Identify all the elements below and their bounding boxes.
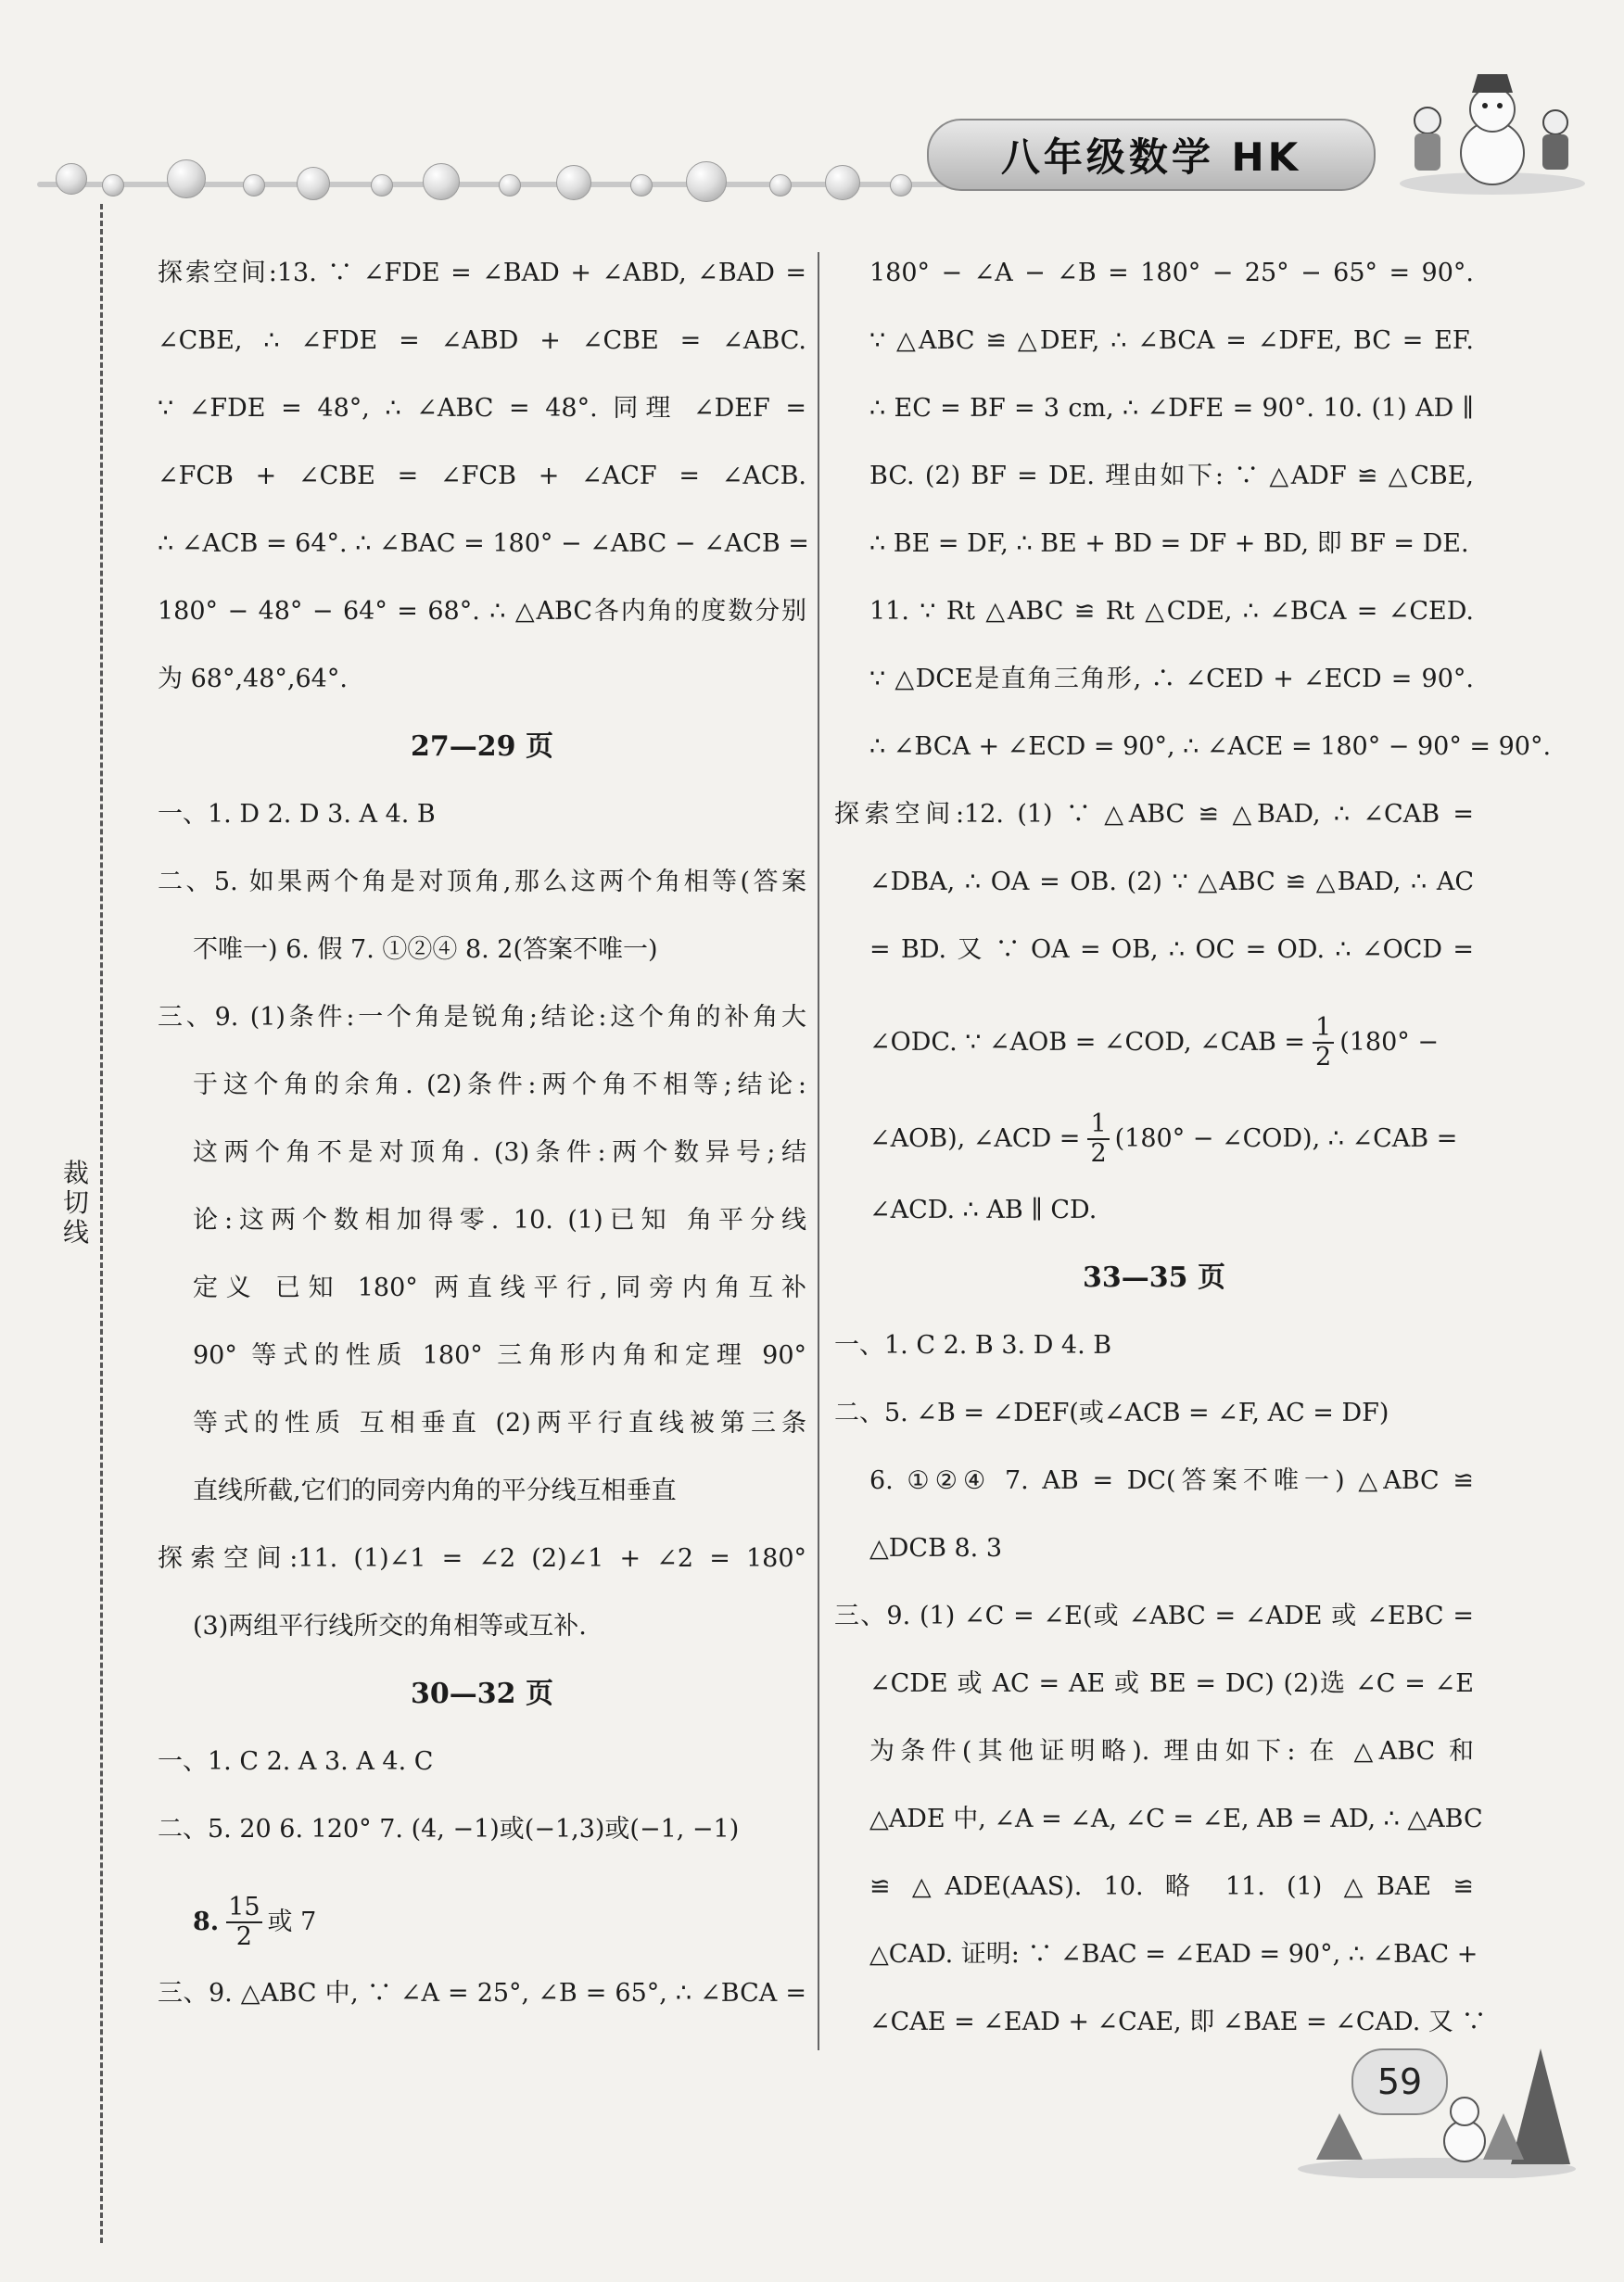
fraction (1087, 1110, 1109, 1168)
text-line: △ADE 中, ∠A = ∠A, ∠C = ∠E, AB = AD, ∴ △ABC (869, 1805, 1483, 1833)
text-line: 为条件(其他证明略). 理由如下: 在 △ABC 和 (869, 1737, 1474, 1766)
text-line: ∠FCB + ∠CBE = ∠FCB + ∠ACF = ∠ACB. (158, 462, 806, 490)
text-line: 6. ①②④ 7. AB = DC(答案不唯一) △ABC ≌ (869, 1466, 1474, 1495)
text-line: 为 68°,48°,64°. (158, 665, 348, 693)
text-line: 不唯一) 6. 假 7. ①②④ 8. 2(答案不唯一) (193, 935, 658, 964)
left-column (158, 250, 809, 2038)
text-line: 探索空间:12. (1) ∵ △ABC ≌ △BAD, ∴ ∠CAB = (834, 800, 1474, 829)
text-line: ∠CDE 或 AC = AE 或 BE = DC) (2)选 ∠C = ∠E (869, 1669, 1474, 1698)
text-line: 于这个角的余角. (2)条件:两个角不相等;结论: (193, 1071, 806, 1099)
section-heading: 30—32 页 (411, 1678, 553, 1710)
text-line: 二、5. ∠B = ∠DEF(或∠ACB = ∠F, AC = DF) (834, 1399, 1389, 1427)
text-line: 二、5. 如果两个角是对顶角,那么这两个角相等(答案 (158, 868, 806, 896)
fraction-line-post: (180° − ∠COD), ∴ ∠CAB = (1114, 1124, 1458, 1153)
fraction-numerator: 1 (1313, 1014, 1334, 1044)
text-line: 探索空间:11. (1)∠1 = ∠2 (2)∠1 + ∠2 = 180° (158, 1544, 806, 1573)
fraction-line (834, 995, 1474, 1091)
text-line: ∴ EC = BF = 3 cm, ∴ ∠DFE = 90°. 10. (1) AD ∥ (869, 394, 1474, 423)
text-line: 三、9. (1) ∠C = ∠E(或 ∠ABC = ∠ADE 或 ∠EBC = (834, 1602, 1474, 1630)
column-divider (818, 252, 819, 2050)
header-bead (499, 174, 521, 197)
fraction (1313, 1014, 1334, 1071)
text-line: 一、1. C 2. B 3. D 4. B (834, 1331, 1112, 1360)
fraction-tail: 或 7 (267, 1908, 317, 1936)
text-line: ∴ ∠BCA + ∠ECD = 90°, ∴ ∠ACE = 180° − 90° = 90°. (869, 732, 1552, 761)
text-line: ∠DBA, ∴ OA = OB. (2) ∵ △ABC ≌ △BAD, ∴ AC (869, 868, 1474, 896)
fraction-line-pre: ∠AOB), ∠ACD = (869, 1124, 1081, 1153)
section-heading: 33—35 页 (1083, 1261, 1225, 1294)
text-line: (3)两组平行线所交的角相等或互补. (193, 1612, 587, 1641)
fraction (226, 1894, 261, 1951)
text-line: ∠CAE = ∠EAD + ∠CAE, 即 ∠BAE = ∠CAD. 又 ∵ (869, 2008, 1487, 2036)
text-line: 这两个角不是对顶角. (3)条件:两个数异号;结 (193, 1138, 806, 1167)
header-bead (630, 174, 653, 197)
text-line: ∵ △DCE是直角三角形, ∴ ∠CED + ∠ECD = 90°. (869, 665, 1474, 693)
header-bead (556, 165, 591, 200)
cut-line (100, 204, 103, 2243)
section-heading: 27—29 页 (411, 730, 553, 763)
text-line: 探索空间:13. ∵ ∠FDE = ∠BAD + ∠ABD, ∠BAD = (158, 259, 806, 287)
header-title: 八年级数学 HK (1000, 134, 1302, 180)
fraction-line (158, 1874, 806, 1971)
text-line: 论:这两个数相加得零. 10. (1)已知 角平分线 (193, 1206, 806, 1235)
fraction-numerator: 15 (228, 1893, 260, 1921)
fraction-numerator: 1 (1087, 1110, 1109, 1140)
header-bead (297, 167, 330, 200)
text-line: ∵ △ABC ≌ △DEF, ∴ ∠BCA = ∠DFE, BC = EF. (869, 326, 1474, 355)
header-title-banner (927, 119, 1376, 191)
text-line: 定义 已知 180° 两直线平行,同旁内角互补 (193, 1274, 806, 1302)
header-bead (686, 161, 727, 202)
header-bead (102, 174, 124, 197)
text-line: △DCB 8. 3 (869, 1534, 1003, 1563)
text-line: △CAD. 证明: ∵ ∠BAC = ∠EAD = 90°, ∴ ∠BAC + (869, 1940, 1478, 1969)
page-number-badge (1351, 2048, 1448, 2115)
header-bead (769, 174, 792, 197)
item-label: 8. (193, 1908, 220, 1936)
text-line: 直线所截,它们的同旁内角的平分线互相垂直 (193, 1477, 677, 1505)
fraction-line (834, 1091, 1474, 1187)
text-line: 11. ∵ Rt △ABC ≌ Rt △CDE, ∴ ∠BCA = ∠CED. (869, 597, 1474, 626)
header-bead (423, 163, 460, 200)
header-bead (243, 174, 265, 197)
text-line: ∴ ∠ACB = 64°. ∴ ∠BAC = 180° − ∠ABC − ∠ACB = (158, 529, 809, 558)
fraction-denominator: 2 (1315, 1043, 1332, 1071)
header-bead (167, 159, 206, 198)
header-bead (56, 163, 87, 195)
fraction-denominator: 2 (1090, 1139, 1107, 1168)
text-line: 三、9. △ABC 中, ∵ ∠A = 25°, ∠B = 65°, ∴ ∠BCA = (158, 1979, 806, 2008)
header-bead (825, 165, 860, 200)
text-line: 三、9. (1)条件:一个角是锐角;结论:这个角的补角大 (158, 1003, 806, 1032)
text-line: = BD. 又 ∵ OA = OB, ∴ OC = OD. ∴ ∠OCD = (869, 935, 1474, 964)
text-line: ≌ △ADE(AAS). 10. 略 11. (1) △BAE ≌ (869, 1872, 1474, 1901)
text-line: 等式的性质 互相垂直 (2)两平行直线被第三条 (193, 1409, 806, 1438)
right-column (834, 250, 1552, 2067)
fraction-line-post: (180° − (1339, 1028, 1439, 1057)
header-bead (890, 174, 912, 197)
text-line: 一、1. C 2. A 3. A 4. C (158, 1747, 434, 1776)
fraction-line-pre: ∠ODC. ∵ ∠AOB = ∠COD, ∠CAB = (869, 1028, 1306, 1057)
text-line: BC. (2) BF = DE. 理由如下: ∵ △ADF ≌ △CBE, (869, 462, 1474, 490)
text-line: ∠ACD. ∴ AB ∥ CD. (869, 1196, 1097, 1224)
text-line: 180° − ∠A − ∠B = 180° − 25° − 65° = 90°. (869, 259, 1474, 287)
text-line: 90° 等式的性质 180° 三角形内角和定理 90° (193, 1341, 806, 1370)
text-line: ∵ ∠FDE = 48°, ∴ ∠ABC = 48°. 同理 ∠DEF = (158, 394, 806, 423)
fraction-denominator: 2 (235, 1922, 252, 1951)
snowman-kids-illustration (1390, 56, 1585, 195)
cut-line-label: 裁切线 (62, 1158, 89, 1248)
text-line: 180° − 48° − 64° = 68°. ∴ △ABC各内角的度数分别 (158, 597, 806, 626)
header-bead (371, 174, 393, 197)
text-line: ∴ BE = DF, ∴ BE + BD = DF + BD, 即 BF = DE. (869, 529, 1469, 558)
text-line: ∠CBE, ∴ ∠FDE = ∠ABD + ∠CBE = ∠ABC. (158, 326, 806, 355)
page-number: 59 (1377, 2061, 1423, 2102)
text-line: 二、5. 20 6. 120° 7. (4, −1)或(−1,3)或(−1, −1) (158, 1815, 740, 1844)
text-line: 一、1. D 2. D 3. A 4. B (158, 800, 436, 829)
